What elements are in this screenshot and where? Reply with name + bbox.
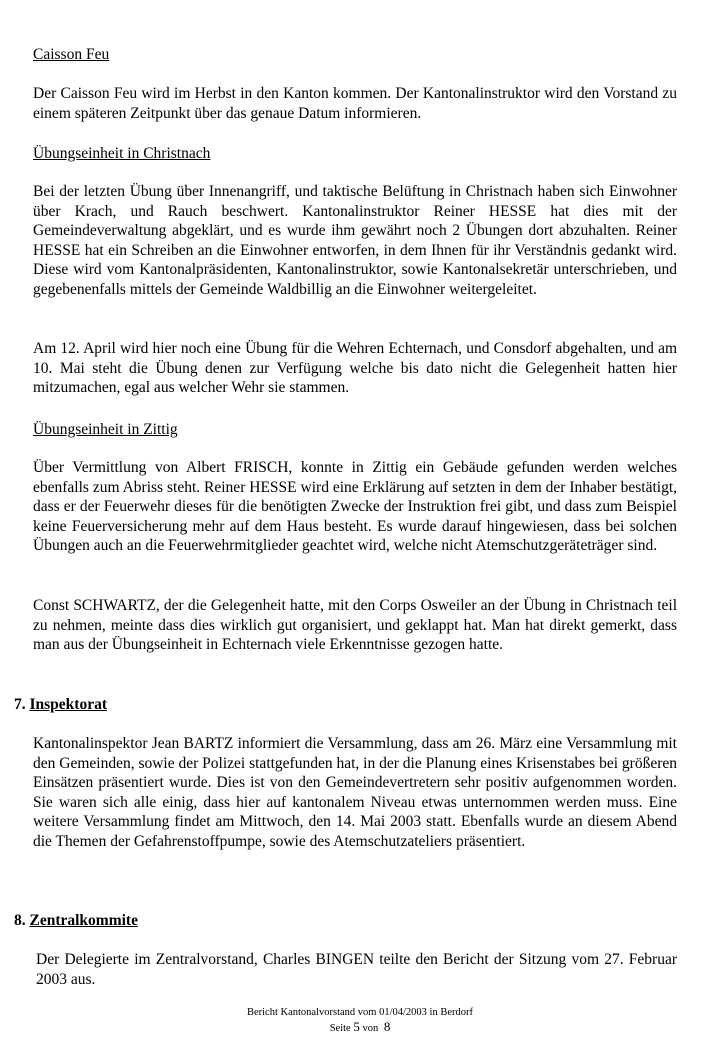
section-number: 7.	[14, 696, 26, 713]
subheading-zittig: Übungseinheit in Zittig	[33, 421, 178, 438]
footer-page-number	[0, 1020, 720, 1036]
section-title: Zentralkommite	[29, 912, 138, 929]
paragraph-zentralkommite: Der Delegierte im Zentralvorstand, Charles BINGEN teilte den Bericht der Sitzung vom 27. Februar 2003 aus.	[36, 951, 677, 988]
footer-report-line: Bericht Kantonalvorstand vom 01/04/2003 in Berdorf	[246, 1007, 473, 1018]
paragraph-zittig-1: Über Vermittlung von Albert FRISCH, konnte in Zittig ein Gebäude gefunden werden welches ebenfalls zum Abriss steht. Reiner HESSE wird eine Erklärung auf setzten in dem der Inhaber bestätigt, dass er der Feuerwehr dieses für die benötigten Zwecke der Instruktion frei gibt, und dass zum Beispiel keine Feuerversicherung mehr auf dem Haus besteht. Es wurde darauf hingewiesen, dass bei solchen Übungen auch an die Feuerwehrmitglieder geachtet wird, welche nicht Atemschutzgeräteträger sind.	[33, 459, 677, 554]
section-number: 8.	[14, 912, 26, 929]
page-label: Seite	[329, 1023, 351, 1034]
paragraph-christnach-2: Am 12. April wird hier noch eine Übung für die Wehren Echternach, und Consdorf abgehalten, und am 10. Mai steht die Übung denen zur Verfügung welche bis dato nicht die Gelegenheit hatten hier mitzumachen, egal aus welcher Wehr sie stammen.	[33, 340, 677, 396]
paragraph-caisson-feu: Der Caisson Feu wird im Herbst in den Kanton kommen. Der Kantonalinstruktor wird den Vorstand zu einem späteren Zeitpunkt über das genaue Datum informieren.	[33, 85, 677, 122]
page-current: 5	[353, 1019, 360, 1034]
paragraph-christnach-1: Bei der letzten Übung über Innenangriff, und taktische Belüftung in Christnach haben sich Einwohner über Krach, und Rauch beschwert. Kantonalinstruktor Reiner HESSE hat dies mit der Gemeindeverwaltung abgeklärt, und es wurde ihm gewährt noch 2 Übungen dort abzuhalten. Reiner HESSE hat ein Schreiben an die Einwohner entworfen, in dem Ihnen für ihr Verständnis gedankt wird. Diese wird vom Kantonalpräsidenten, Kantonalinstruktor, sowie Kantonalsekretär unterschrieben, und gegebenenfalls mittels der Gemeinde Waldbillig an die Einwohner weitergeleitet.	[33, 183, 677, 298]
section-title: Inspektorat	[29, 696, 108, 713]
subheading-caisson-feu: Caisson Feu	[33, 46, 110, 63]
section-heading-zentralkommite	[14, 911, 138, 930]
paragraph-zittig-2: Const SCHWARTZ, der die Gelegenheit hatte, mit den Corps Osweiler an der Übung in Christnach teil zu nehmen, meinte dass dies wirklich gut organisiert, und geklappt hat. Man hat direkt gemerkt, dass man aus der Übungseinheit in Echternach viele Erkenntnisse gezogen hatte.	[33, 597, 677, 653]
paragraph-inspektorat: Kantonalinspektor Jean BARTZ informiert die Versammlung, dass am 26. März eine Versammlung mit den Gemeinden, sowie der Polizei stattgefunden hat, in der die Planung eines Krisenstabes bei größeren Einsätzen präsentiert wurde. Dies ist von den Gemeindevertretern sehr positiv aufgenommen worden. Sie waren sich alle einig, dass hier auf kantonalem Niveau etwas unternommen werden muss. Eine weitere Versammlung findet am Mittwoch, den 14. Mai 2003 statt. Ebenfalls wurde an diesem Abend die Themen der Gefahrenstoffpumpe, sowie des Atemschutzateliers präsentiert.	[33, 735, 677, 850]
section-heading-inspektorat	[14, 695, 107, 714]
page-separator: von	[362, 1023, 379, 1034]
page-total: 8	[383, 1019, 391, 1034]
subheading-christnach: Übungseinheit in Christnach	[33, 145, 211, 162]
